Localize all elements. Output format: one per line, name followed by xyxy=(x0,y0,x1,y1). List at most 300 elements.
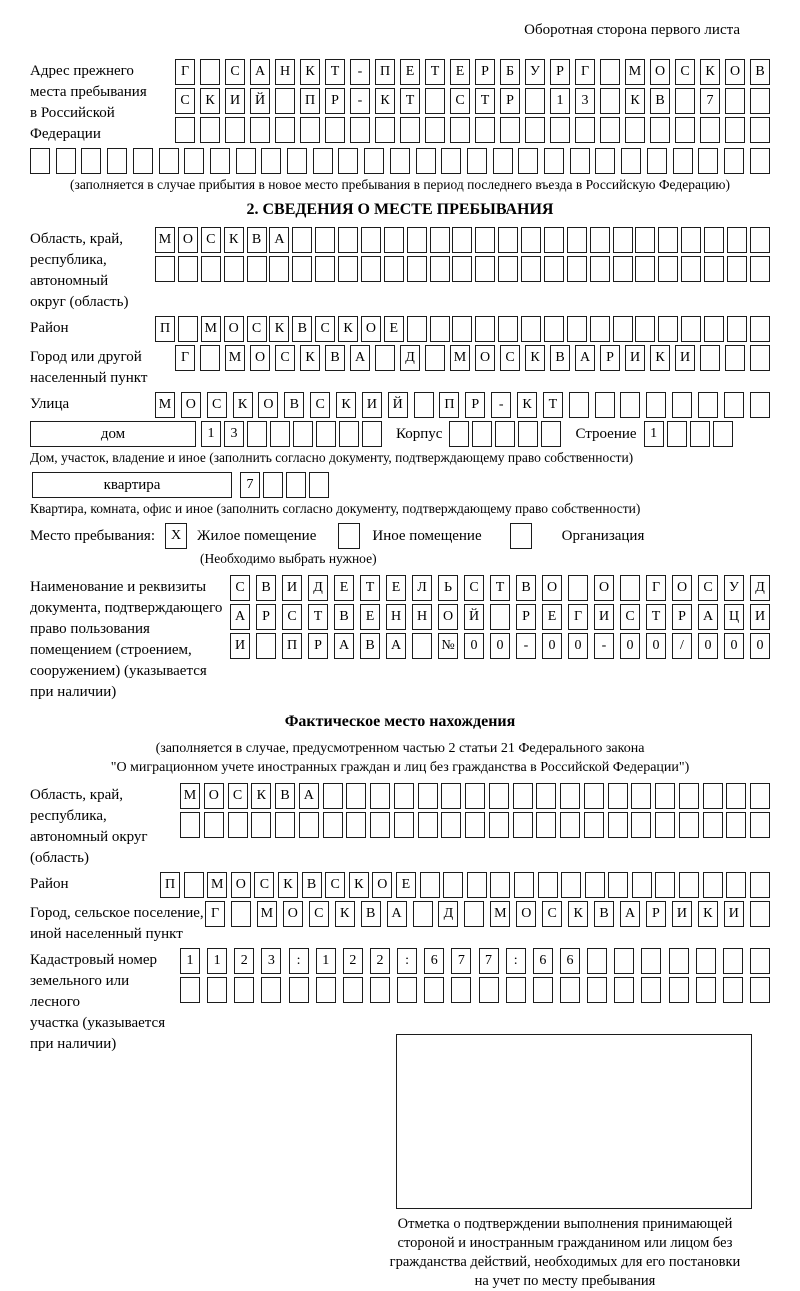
char-cell[interactable] xyxy=(178,256,198,282)
char-cell[interactable] xyxy=(681,227,701,253)
char-cell[interactable]: 1 xyxy=(644,421,664,447)
char-cell[interactable]: Т xyxy=(400,88,420,114)
char-cell[interactable]: К xyxy=(300,59,320,85)
char-cell[interactable] xyxy=(521,256,541,282)
char-cell[interactable] xyxy=(590,316,610,342)
char-cell[interactable]: А xyxy=(698,604,718,630)
char-cell[interactable]: Р xyxy=(325,88,345,114)
char-cell[interactable] xyxy=(631,783,651,809)
char-cell[interactable] xyxy=(299,812,319,838)
char-cell[interactable] xyxy=(595,148,615,174)
char-cell[interactable] xyxy=(590,256,610,282)
char-cell[interactable] xyxy=(133,148,153,174)
char-cell[interactable] xyxy=(704,316,724,342)
char-cell[interactable]: К xyxy=(700,59,720,85)
char-cell[interactable] xyxy=(655,812,675,838)
char-cell[interactable] xyxy=(587,977,607,1003)
char-cell[interactable] xyxy=(620,575,640,601)
char-cell[interactable]: Л xyxy=(412,575,432,601)
char-cell[interactable]: О xyxy=(516,901,536,927)
char-cell[interactable]: М xyxy=(155,227,175,253)
char-cell[interactable] xyxy=(362,421,382,447)
char-cell[interactable]: О xyxy=(178,227,198,253)
char-cell[interactable] xyxy=(451,977,471,1003)
char-cell[interactable]: В xyxy=(650,88,670,114)
char-cell[interactable] xyxy=(658,227,678,253)
char-cell[interactable] xyxy=(452,316,472,342)
char-cell[interactable]: 0 xyxy=(620,633,640,659)
char-cell[interactable] xyxy=(704,256,724,282)
char-cell[interactable]: С xyxy=(620,604,640,630)
char-cell[interactable] xyxy=(560,977,580,1003)
char-cell[interactable] xyxy=(679,872,699,898)
char-cell[interactable]: 6 xyxy=(424,948,444,974)
char-cell[interactable]: А xyxy=(299,783,319,809)
char-cell[interactable]: П xyxy=(155,316,175,342)
char-cell[interactable] xyxy=(180,812,200,838)
char-cell[interactable]: 7 xyxy=(451,948,471,974)
char-cell[interactable] xyxy=(270,421,290,447)
char-cell[interactable] xyxy=(655,783,675,809)
char-cell[interactable]: А xyxy=(575,345,595,371)
char-cell[interactable] xyxy=(343,977,363,1003)
char-cell[interactable] xyxy=(309,472,329,498)
char-cell[interactable]: К xyxy=(338,316,358,342)
char-cell[interactable] xyxy=(631,812,651,838)
char-cell[interactable] xyxy=(513,783,533,809)
char-cell[interactable] xyxy=(364,148,384,174)
char-cell[interactable] xyxy=(613,316,633,342)
char-cell[interactable] xyxy=(464,901,484,927)
char-cell[interactable]: 0 xyxy=(568,633,588,659)
char-cell[interactable] xyxy=(200,117,220,143)
char-cell[interactable] xyxy=(727,256,747,282)
char-cell[interactable] xyxy=(521,227,541,253)
char-cell[interactable]: С xyxy=(282,604,302,630)
char-cell[interactable] xyxy=(703,812,723,838)
char-cell[interactable] xyxy=(316,421,336,447)
char-cell[interactable]: Г xyxy=(205,901,225,927)
char-cell[interactable] xyxy=(425,345,445,371)
char-cell[interactable] xyxy=(750,345,770,371)
char-cell[interactable]: Е xyxy=(386,575,406,601)
char-cell[interactable]: Р xyxy=(672,604,692,630)
char-cell[interactable] xyxy=(498,256,518,282)
char-cell[interactable]: И xyxy=(362,392,382,418)
char-cell[interactable] xyxy=(465,783,485,809)
char-cell[interactable] xyxy=(490,872,510,898)
char-cell[interactable]: : xyxy=(397,948,417,974)
char-cell[interactable]: 6 xyxy=(533,948,553,974)
char-cell[interactable] xyxy=(275,88,295,114)
char-cell[interactable] xyxy=(567,316,587,342)
char-cell[interactable]: В xyxy=(302,872,322,898)
char-cell[interactable]: 1 xyxy=(550,88,570,114)
char-cell[interactable] xyxy=(184,872,204,898)
char-cell[interactable] xyxy=(346,812,366,838)
char-cell[interactable] xyxy=(441,812,461,838)
char-cell[interactable] xyxy=(275,117,295,143)
char-cell[interactable]: Й xyxy=(388,392,408,418)
char-cell[interactable] xyxy=(430,316,450,342)
char-cell[interactable] xyxy=(613,256,633,282)
char-cell[interactable] xyxy=(184,148,204,174)
char-cell[interactable]: А xyxy=(269,227,289,253)
char-cell[interactable]: 3 xyxy=(224,421,244,447)
char-cell[interactable] xyxy=(175,117,195,143)
char-cell[interactable]: - xyxy=(350,88,370,114)
char-cell[interactable] xyxy=(263,472,283,498)
char-cell[interactable] xyxy=(613,227,633,253)
char-cell[interactable]: М xyxy=(625,59,645,85)
char-cell[interactable] xyxy=(323,783,343,809)
char-cell[interactable]: П xyxy=(439,392,459,418)
char-cell[interactable]: Р xyxy=(516,604,536,630)
char-cell[interactable] xyxy=(750,88,770,114)
char-cell[interactable] xyxy=(533,977,553,1003)
char-cell[interactable] xyxy=(703,783,723,809)
char-cell[interactable] xyxy=(250,117,270,143)
char-cell[interactable] xyxy=(681,256,701,282)
char-cell[interactable] xyxy=(569,392,589,418)
char-cell[interactable]: К xyxy=(251,783,271,809)
char-cell[interactable] xyxy=(750,256,770,282)
char-cell[interactable]: - xyxy=(516,633,536,659)
char-cell[interactable]: Н xyxy=(275,59,295,85)
char-cell[interactable] xyxy=(247,256,267,282)
char-cell[interactable]: О xyxy=(475,345,495,371)
char-cell[interactable] xyxy=(570,148,590,174)
char-cell[interactable]: В xyxy=(256,575,276,601)
char-cell[interactable] xyxy=(750,812,770,838)
char-cell[interactable] xyxy=(452,227,472,253)
char-cell[interactable] xyxy=(315,227,335,253)
char-cell[interactable] xyxy=(489,783,509,809)
char-cell[interactable] xyxy=(204,812,224,838)
char-cell[interactable]: В xyxy=(284,392,304,418)
char-cell[interactable] xyxy=(247,421,267,447)
char-cell[interactable] xyxy=(269,256,289,282)
char-cell[interactable] xyxy=(750,148,770,174)
char-cell[interactable] xyxy=(313,148,333,174)
char-cell[interactable] xyxy=(518,148,538,174)
char-cell[interactable]: 3 xyxy=(261,948,281,974)
char-cell[interactable]: И xyxy=(675,345,695,371)
char-cell[interactable] xyxy=(261,977,281,1003)
char-cell[interactable] xyxy=(498,316,518,342)
char-cell[interactable] xyxy=(750,901,770,927)
checkbox-other-premises[interactable] xyxy=(338,523,360,549)
char-cell[interactable] xyxy=(412,633,432,659)
char-cell[interactable] xyxy=(750,117,770,143)
char-cell[interactable] xyxy=(261,148,281,174)
char-cell[interactable] xyxy=(635,256,655,282)
char-cell[interactable]: А xyxy=(387,901,407,927)
char-cell[interactable]: С xyxy=(247,316,267,342)
char-cell[interactable] xyxy=(536,783,556,809)
char-cell[interactable]: С xyxy=(310,392,330,418)
char-cell[interactable] xyxy=(450,117,470,143)
char-cell[interactable]: 7 xyxy=(479,948,499,974)
char-cell[interactable] xyxy=(289,977,309,1003)
char-cell[interactable] xyxy=(489,812,509,838)
char-cell[interactable] xyxy=(210,148,230,174)
char-cell[interactable] xyxy=(407,256,427,282)
char-cell[interactable] xyxy=(679,783,699,809)
char-cell[interactable] xyxy=(228,812,248,838)
char-cell[interactable]: С xyxy=(450,88,470,114)
char-cell[interactable]: М xyxy=(490,901,510,927)
char-cell[interactable] xyxy=(452,256,472,282)
char-cell[interactable] xyxy=(600,117,620,143)
char-cell[interactable]: М xyxy=(155,392,175,418)
char-cell[interactable] xyxy=(726,812,746,838)
char-cell[interactable]: М xyxy=(180,783,200,809)
char-cell[interactable] xyxy=(506,977,526,1003)
char-cell[interactable]: В xyxy=(594,901,614,927)
char-cell[interactable] xyxy=(251,812,271,838)
char-cell[interactable] xyxy=(375,345,395,371)
char-cell[interactable] xyxy=(575,117,595,143)
char-cell[interactable]: Р xyxy=(256,604,276,630)
char-cell[interactable] xyxy=(585,872,605,898)
char-cell[interactable]: Р xyxy=(646,901,666,927)
char-cell[interactable]: О xyxy=(283,901,303,927)
char-cell[interactable]: Б xyxy=(500,59,520,85)
char-cell[interactable] xyxy=(625,117,645,143)
char-cell[interactable] xyxy=(568,575,588,601)
char-cell[interactable] xyxy=(430,256,450,282)
char-cell[interactable] xyxy=(658,256,678,282)
char-cell[interactable]: П xyxy=(282,633,302,659)
char-cell[interactable]: О xyxy=(204,783,224,809)
char-cell[interactable] xyxy=(292,227,312,253)
char-cell[interactable] xyxy=(608,812,628,838)
char-cell[interactable]: К xyxy=(335,901,355,927)
char-cell[interactable]: И xyxy=(750,604,770,630)
char-cell[interactable] xyxy=(681,316,701,342)
char-cell[interactable]: С xyxy=(225,59,245,85)
char-cell[interactable] xyxy=(467,872,487,898)
char-cell[interactable]: К xyxy=(375,88,395,114)
char-cell[interactable]: 6 xyxy=(560,948,580,974)
char-cell[interactable] xyxy=(30,148,50,174)
char-cell[interactable]: В xyxy=(275,783,295,809)
char-cell[interactable]: М xyxy=(225,345,245,371)
char-cell[interactable]: И xyxy=(625,345,645,371)
char-cell[interactable]: Р xyxy=(475,59,495,85)
char-cell[interactable] xyxy=(315,256,335,282)
char-cell[interactable]: И xyxy=(724,901,744,927)
char-cell[interactable] xyxy=(390,148,410,174)
char-cell[interactable]: И xyxy=(594,604,614,630)
char-cell[interactable]: Ь xyxy=(438,575,458,601)
char-cell[interactable]: П xyxy=(375,59,395,85)
char-cell[interactable] xyxy=(750,948,770,974)
char-cell[interactable] xyxy=(425,117,445,143)
checkbox-residential[interactable]: X xyxy=(165,523,187,549)
char-cell[interactable] xyxy=(407,316,427,342)
char-cell[interactable] xyxy=(234,977,254,1003)
char-cell[interactable] xyxy=(256,633,276,659)
char-cell[interactable] xyxy=(750,316,770,342)
char-cell[interactable]: А xyxy=(620,901,640,927)
char-cell[interactable]: С xyxy=(207,392,227,418)
char-cell[interactable]: И xyxy=(225,88,245,114)
char-cell[interactable]: Т xyxy=(490,575,510,601)
char-cell[interactable] xyxy=(608,872,628,898)
char-cell[interactable]: Т xyxy=(425,59,445,85)
char-cell[interactable] xyxy=(608,783,628,809)
char-cell[interactable] xyxy=(544,316,564,342)
char-cell[interactable]: А xyxy=(350,345,370,371)
char-cell[interactable]: В xyxy=(360,633,380,659)
char-cell[interactable] xyxy=(287,148,307,174)
char-cell[interactable] xyxy=(690,421,710,447)
char-cell[interactable]: К xyxy=(224,227,244,253)
char-cell[interactable] xyxy=(495,421,515,447)
char-cell[interactable]: С xyxy=(325,872,345,898)
char-cell[interactable] xyxy=(414,392,434,418)
char-cell[interactable]: О xyxy=(542,575,562,601)
char-cell[interactable] xyxy=(727,227,747,253)
char-cell[interactable]: М xyxy=(207,872,227,898)
char-cell[interactable] xyxy=(416,148,436,174)
char-cell[interactable] xyxy=(536,812,556,838)
char-cell[interactable]: О xyxy=(181,392,201,418)
char-cell[interactable] xyxy=(56,148,76,174)
char-cell[interactable] xyxy=(544,148,564,174)
char-cell[interactable] xyxy=(675,117,695,143)
char-cell[interactable]: К xyxy=(233,392,253,418)
char-cell[interactable] xyxy=(490,604,510,630)
char-cell[interactable]: Г xyxy=(646,575,666,601)
char-cell[interactable]: Е xyxy=(400,59,420,85)
char-cell[interactable]: Р xyxy=(500,88,520,114)
char-cell[interactable]: Й xyxy=(250,88,270,114)
char-cell[interactable]: О xyxy=(224,316,244,342)
char-cell[interactable]: У xyxy=(724,575,744,601)
char-cell[interactable] xyxy=(750,872,770,898)
char-cell[interactable] xyxy=(698,392,718,418)
char-cell[interactable]: Г xyxy=(575,59,595,85)
char-cell[interactable] xyxy=(394,812,414,838)
char-cell[interactable]: О xyxy=(438,604,458,630)
char-cell[interactable] xyxy=(443,872,463,898)
char-cell[interactable] xyxy=(231,901,251,927)
char-cell[interactable]: - xyxy=(350,59,370,85)
char-cell[interactable]: Н xyxy=(386,604,406,630)
char-cell[interactable]: С xyxy=(315,316,335,342)
char-cell[interactable]: П xyxy=(160,872,180,898)
char-cell[interactable] xyxy=(180,977,200,1003)
char-cell[interactable] xyxy=(500,117,520,143)
char-cell[interactable] xyxy=(316,977,336,1003)
char-cell[interactable]: Т xyxy=(325,59,345,85)
char-cell[interactable]: В xyxy=(334,604,354,630)
char-cell[interactable] xyxy=(350,117,370,143)
char-cell[interactable] xyxy=(107,148,127,174)
char-cell[interactable]: - xyxy=(594,633,614,659)
char-cell[interactable]: Е xyxy=(384,316,404,342)
char-cell[interactable]: А xyxy=(230,604,250,630)
char-cell[interactable] xyxy=(418,783,438,809)
char-cell[interactable] xyxy=(567,227,587,253)
char-cell[interactable] xyxy=(370,783,390,809)
char-cell[interactable]: С xyxy=(175,88,195,114)
char-cell[interactable]: К xyxy=(349,872,369,898)
char-cell[interactable]: М xyxy=(450,345,470,371)
char-cell[interactable]: А xyxy=(250,59,270,85)
char-cell[interactable] xyxy=(538,872,558,898)
char-cell[interactable] xyxy=(394,783,414,809)
char-cell[interactable] xyxy=(727,316,747,342)
char-cell[interactable] xyxy=(338,227,358,253)
char-cell[interactable] xyxy=(584,812,604,838)
char-cell[interactable]: В xyxy=(550,345,570,371)
char-cell[interactable] xyxy=(420,872,440,898)
char-cell[interactable] xyxy=(155,256,175,282)
char-cell[interactable] xyxy=(339,421,359,447)
char-cell[interactable] xyxy=(750,392,770,418)
char-cell[interactable]: 1 xyxy=(201,421,221,447)
char-cell[interactable]: И xyxy=(230,633,250,659)
char-cell[interactable] xyxy=(475,256,495,282)
char-cell[interactable]: 2 xyxy=(343,948,363,974)
char-cell[interactable] xyxy=(275,812,295,838)
char-cell[interactable] xyxy=(544,256,564,282)
char-cell[interactable]: К xyxy=(568,901,588,927)
char-cell[interactable]: 1 xyxy=(180,948,200,974)
char-cell[interactable] xyxy=(413,901,433,927)
char-cell[interactable] xyxy=(521,316,541,342)
char-cell[interactable] xyxy=(679,812,699,838)
char-cell[interactable]: О xyxy=(725,59,745,85)
char-cell[interactable] xyxy=(700,345,720,371)
char-cell[interactable] xyxy=(81,148,101,174)
char-cell[interactable]: С xyxy=(230,575,250,601)
char-cell[interactable]: Т xyxy=(360,575,380,601)
char-cell[interactable]: Р xyxy=(465,392,485,418)
char-cell[interactable] xyxy=(584,783,604,809)
char-cell[interactable]: О xyxy=(650,59,670,85)
char-cell[interactable]: В xyxy=(325,345,345,371)
char-cell[interactable] xyxy=(424,977,444,1003)
char-cell[interactable] xyxy=(479,977,499,1003)
char-cell[interactable] xyxy=(698,148,718,174)
char-cell[interactable]: С xyxy=(542,901,562,927)
char-cell[interactable]: Д xyxy=(438,901,458,927)
char-cell[interactable] xyxy=(498,227,518,253)
char-cell[interactable] xyxy=(293,421,313,447)
char-cell[interactable]: В xyxy=(361,901,381,927)
char-cell[interactable] xyxy=(550,117,570,143)
char-cell[interactable]: 7 xyxy=(240,472,260,498)
char-cell[interactable]: У xyxy=(525,59,545,85)
char-cell[interactable] xyxy=(600,88,620,114)
char-cell[interactable] xyxy=(646,392,666,418)
char-cell[interactable]: 7 xyxy=(700,88,720,114)
char-cell[interactable] xyxy=(567,256,587,282)
char-cell[interactable]: Г xyxy=(568,604,588,630)
char-cell[interactable] xyxy=(669,977,689,1003)
char-cell[interactable]: К xyxy=(278,872,298,898)
char-cell[interactable] xyxy=(384,256,404,282)
char-cell[interactable]: М xyxy=(257,901,277,927)
char-cell[interactable]: 1 xyxy=(207,948,227,974)
char-cell[interactable] xyxy=(632,872,652,898)
char-cell[interactable] xyxy=(525,117,545,143)
